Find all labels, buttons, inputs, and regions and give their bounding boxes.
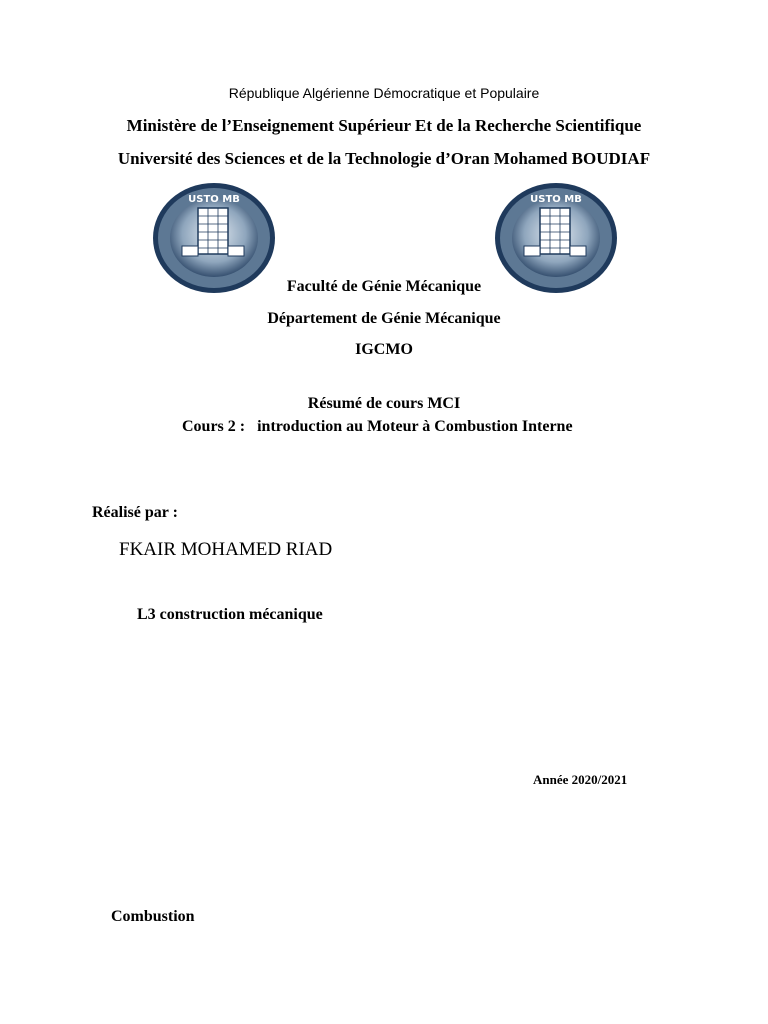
republic-title: République Algérienne Démocratique et Populaire — [228, 85, 540, 101]
author-label: Réalisé par : — [92, 504, 178, 521]
svg-text:USTO MB: USTO MB — [530, 194, 582, 205]
author-name: FKAIR MOHAMED RIAD — [119, 539, 333, 560]
svg-text:USTO MB: USTO MB — [188, 194, 240, 205]
course-title: introduction au Moteur à Combustion Interne — [257, 418, 573, 435]
ministry-title: Ministère de l’Enseignement Supérieur Et de la Recherche Scientifique — [126, 116, 642, 135]
department-name: Département de Génie Mécanique — [267, 310, 501, 327]
faculty-name: Faculté de Génie Mécanique — [286, 278, 482, 295]
section-title: Combustion — [111, 908, 195, 925]
course-summary: Résumé de cours MCI — [307, 395, 461, 412]
program-name: IGCMO — [355, 341, 413, 358]
course-line — [182, 418, 573, 436]
course-label: Cours 2 : — [182, 418, 246, 435]
university-title: Université des Sciences et de la Technologie d’Oran Mohamed BOUDIAF — [117, 149, 651, 168]
author-level: L3 construction mécanique — [137, 606, 323, 623]
academic-year: Année 2020/2021 — [533, 772, 628, 787]
